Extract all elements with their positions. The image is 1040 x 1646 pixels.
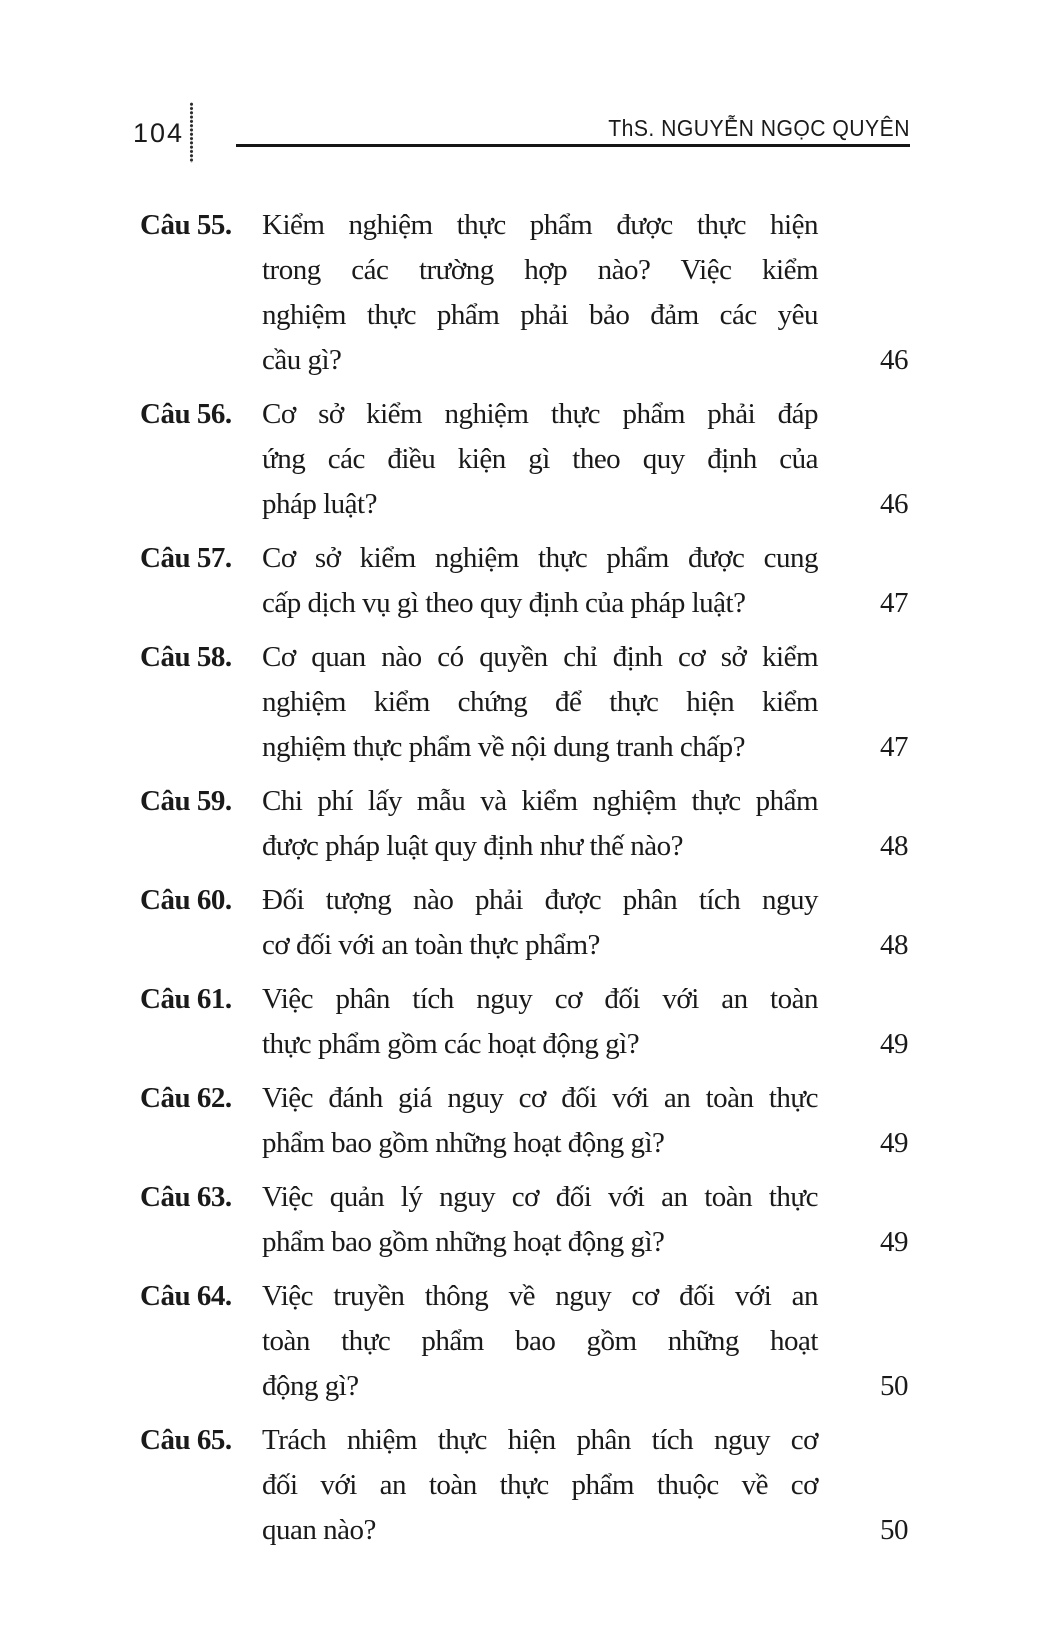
question-line: Việc đánh giá nguy cơ đối với an toàn thực — [262, 1082, 818, 1114]
question-last-line: phẩm bao gồm những hoạt động gì? — [262, 1226, 665, 1258]
question-last-line: pháp luật? — [262, 488, 377, 520]
question-last-line: phẩm bao gồm những hoạt động gì? — [262, 1127, 665, 1159]
entry-body — [262, 1418, 908, 1553]
entry-body — [262, 977, 908, 1067]
entry-last-row — [262, 923, 908, 968]
question-line: nghiệm kiểm chứng để thực hiện kiểm — [262, 686, 818, 718]
entry-page-number: 49 — [880, 1127, 908, 1159]
entry-page-number: 46 — [880, 488, 908, 520]
question-line: Cơ sở kiểm nghiệm thực phẩm được cung — [262, 542, 818, 574]
question-line: Cơ sở kiểm nghiệm thực phẩm phải đáp — [262, 398, 818, 430]
entry-last-row — [262, 338, 908, 383]
question-last-line: cầu gì? — [262, 344, 342, 376]
entry-body — [262, 1076, 908, 1166]
entry-last-row — [262, 1364, 908, 1409]
entry-last-row — [262, 482, 908, 527]
entry-body — [262, 1274, 908, 1409]
entry-last-row — [262, 581, 908, 626]
toc-entry — [140, 1274, 908, 1409]
toc-entry — [140, 392, 908, 527]
entry-label: Câu 62. — [140, 1082, 232, 1114]
entry-last-row — [262, 1220, 908, 1265]
toc-entry — [140, 1418, 908, 1553]
entry-body — [262, 779, 908, 869]
entry-body — [262, 536, 908, 626]
entry-page-number: 48 — [880, 929, 908, 961]
entry-page-number: 47 — [880, 587, 908, 619]
question-line: ứng các điều kiện gì theo quy định của — [262, 443, 818, 475]
toc-entry — [140, 1076, 908, 1166]
entry-label: Câu 58. — [140, 641, 232, 673]
entry-body — [262, 203, 908, 383]
toc-entry — [140, 1175, 908, 1265]
question-line: Chi phí lấy mẫu và kiểm nghiệm thực phẩm — [262, 785, 818, 817]
question-last-line: quan nào? — [262, 1514, 376, 1546]
question-line: đối với an toàn thực phẩm thuộc về cơ — [262, 1469, 818, 1501]
toc-entry — [140, 878, 908, 968]
toc-entry — [140, 977, 908, 1067]
question-line: Việc quản lý nguy cơ đối với an toàn thực — [262, 1181, 818, 1213]
entry-page-number: 46 — [880, 344, 908, 376]
question-line: Kiểm nghiệm thực phẩm được thực hiện — [262, 209, 818, 241]
toc-entry — [140, 635, 908, 770]
question-line: trong các trường hợp nào? Việc kiểm — [262, 254, 818, 286]
question-line: Việc phân tích nguy cơ đối với an toàn — [262, 983, 818, 1015]
entry-last-row — [262, 1508, 908, 1553]
toc-entry — [140, 779, 908, 869]
entry-label: Câu 60. — [140, 884, 232, 916]
entry-body — [262, 878, 908, 968]
entry-body — [262, 392, 908, 527]
entry-page-number: 49 — [880, 1028, 908, 1060]
entry-page-number: 48 — [880, 830, 908, 862]
question-line: Việc truyền thông về nguy cơ đối với an — [262, 1280, 818, 1312]
entry-page-number: 50 — [880, 1514, 908, 1546]
question-last-line: nghiệm thực phẩm về nội dung tranh chấp? — [262, 731, 745, 763]
question-last-line: động gì? — [262, 1370, 359, 1402]
entry-last-row — [262, 824, 908, 869]
question-last-line: cấp dịch vụ gì theo quy định của pháp luật? — [262, 587, 746, 619]
entry-page-number: 49 — [880, 1226, 908, 1258]
entry-label: Câu 64. — [140, 1280, 232, 1312]
entry-label: Câu 65. — [140, 1424, 232, 1456]
entry-label: Câu 56. — [140, 398, 232, 430]
question-last-line: cơ đối với an toàn thực phẩm? — [262, 929, 600, 961]
page-number-folio: 104 — [133, 118, 185, 148]
question-line: Đối tượng nào phải được phân tích nguy — [262, 884, 818, 916]
question-line: Cơ quan nào có quyền chỉ định cơ sở kiểm — [262, 641, 818, 673]
entry-page-number: 47 — [880, 731, 908, 763]
entry-body — [262, 1175, 908, 1265]
entry-label: Câu 59. — [140, 785, 232, 817]
question-line: Trách nhiệm thực hiện phân tích nguy cơ — [262, 1424, 818, 1456]
question-last-line: thực phẩm gồm các hoạt động gì? — [262, 1028, 640, 1060]
header-rule — [236, 144, 910, 147]
entry-last-row — [262, 1022, 908, 1067]
entry-last-row — [262, 1121, 908, 1166]
toc-list — [140, 203, 908, 1562]
question-line: toàn thực phẩm bao gồm những hoạt — [262, 1325, 818, 1357]
toc-entry — [140, 536, 908, 626]
entry-label: Câu 57. — [140, 542, 232, 574]
entry-page-number: 50 — [880, 1370, 908, 1402]
dotted-ornament — [189, 102, 194, 163]
question-last-line: được pháp luật quy định như thế nào? — [262, 830, 683, 862]
question-line: nghiệm thực phẩm phải bảo đảm các yêu — [262, 299, 818, 331]
entry-label: Câu 55. — [140, 209, 232, 241]
running-head-author: ThS. NGUYỄN NGỌC QUYÊN — [608, 115, 910, 141]
toc-entry — [140, 203, 908, 383]
entry-label: Câu 61. — [140, 983, 232, 1015]
entry-last-row — [262, 725, 908, 770]
entry-label: Câu 63. — [140, 1181, 232, 1213]
entry-body — [262, 635, 908, 770]
